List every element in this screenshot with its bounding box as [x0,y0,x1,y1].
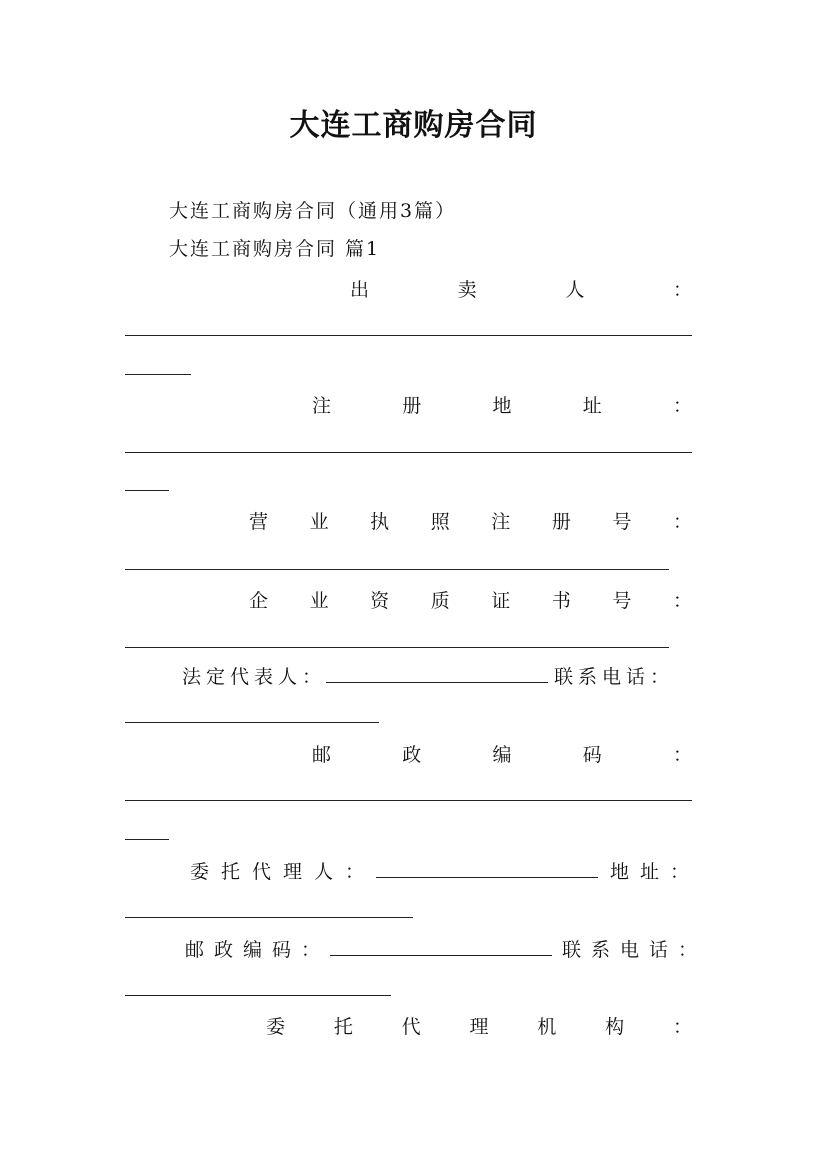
seller-blank-line[interactable] [125,335,692,336]
qualification-no-label: 企 业 资 质 证 书 号 ： [249,590,692,612]
agent-postcode-blank[interactable] [330,941,552,956]
postcode-label: 邮 政 编 码 ： [312,744,692,766]
agent-postcode-label: 邮政编码： [185,939,331,961]
qualification-no-blank-line[interactable] [125,647,669,648]
seller-label: 出 卖 人 ： [350,279,692,301]
agent-phone-label: 联系电话： [562,939,708,961]
seller-blank-line-end[interactable] [125,374,191,375]
legal-rep-label: 法定代表人： [182,666,327,688]
agent-label: 委托代理人： [190,861,377,883]
agent-blank[interactable] [376,863,598,878]
legal-rep-phone-blank-line[interactable] [125,722,379,723]
document-subtitle: 大连工商购房合同（通用3篇） [169,200,457,222]
reg-address-blank-line[interactable] [125,452,692,453]
postcode-blank-line-end[interactable] [125,839,169,840]
legal-rep-row [125,665,692,689]
document-title: 大连工商购房合同 [289,108,538,143]
license-no-blank-line[interactable] [125,569,669,570]
section-heading: 大连工商购房合同 篇1 [169,238,381,260]
legal-rep-blank[interactable] [326,668,548,683]
agent-postcode-row [125,938,708,962]
agent-address-label: 地址： [610,861,701,883]
reg-address-blank-line-end[interactable] [125,490,169,491]
postcode-blank-line[interactable] [125,800,692,801]
license-no-label: 营 业 执 照 注 册 号 ： [249,511,692,533]
agency-label: 委 托 代 理 机 构 ： [266,1016,692,1038]
agent-phone-blank-line[interactable] [125,995,391,996]
agent-row [125,860,701,884]
legal-rep-phone-label: 联系电话： [554,666,675,688]
reg-address-label: 注 册 地 址 ： [312,395,692,417]
agent-address-blank-line[interactable] [125,917,413,918]
